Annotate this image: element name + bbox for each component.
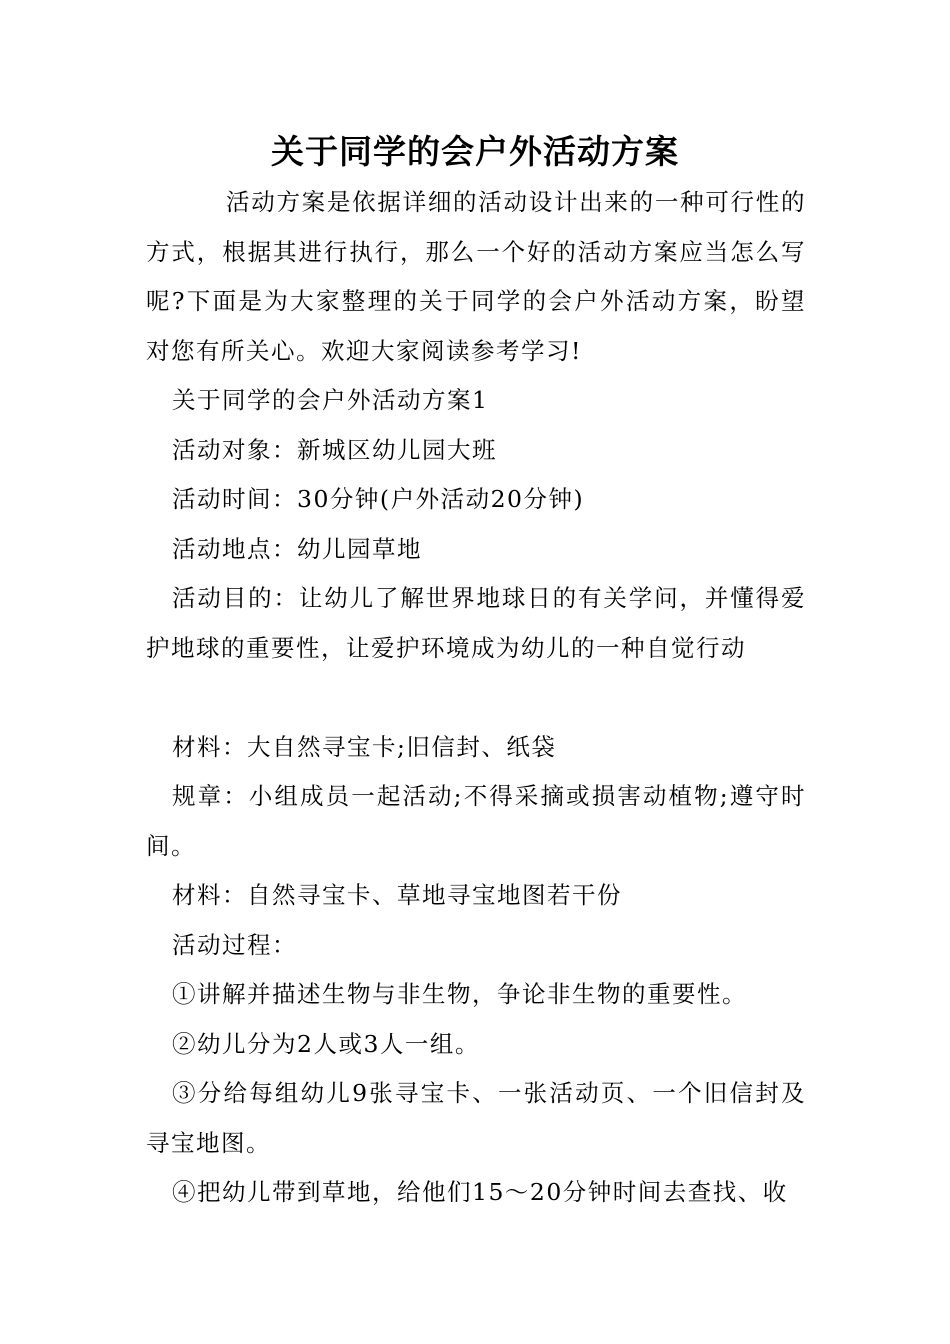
materials-paragraph: 材料：大自然寻宝卡;旧信封、纸袋 <box>172 732 557 761</box>
section-heading: 关于同学的会户外活动方案1 <box>172 386 489 414</box>
document-title: 关于同学的会户外活动方案 <box>271 132 679 171</box>
activity-target: 活动对象：新城区幼儿园大班 <box>172 435 497 464</box>
process-step-1: ①讲解并描述生物与非生物，争论非生物的重要性。 <box>172 980 747 1008</box>
process-step-2: ②幼儿分为2人或3人一组。 <box>172 1029 480 1058</box>
activity-purpose: 活动目的：让幼儿了解世界地球日的有关学问，并懂得爱护地球的重要性，让爱护环境成为幼儿的一种自觉行动 <box>146 584 806 662</box>
process-heading: 活动过程： <box>172 930 297 959</box>
activity-place: 活动地点：幼儿园草地 <box>172 534 422 563</box>
materials-paragraph-2: 材料：自然寻宝卡、草地寻宝地图若干份 <box>172 881 622 909</box>
rules-paragraph: 规章：小组成员一起活动;不得采摘或损害动植物;遵守时间。 <box>146 782 806 860</box>
activity-time: 活动时间：30分钟(户外活动20分钟) <box>172 485 585 513</box>
process-step-4: ④把幼儿带到草地，给他们15～20分钟时间去查找、收 <box>172 1178 788 1206</box>
document-body <box>146 178 806 1218</box>
process-step-3: ③分给每组幼儿9张寻宝卡、一张活动页、一个旧信封及寻宝地图。 <box>146 1079 806 1157</box>
intro-paragraph: 活动方案是依据详细的活动设计出来的一种可行性的方式，根据其进行执行，那么一个好的活动方案应当怎么写呢?下面是为大家整理的关于同学的会户外活动方案，盼望对您有所关心。欢迎大家阅读参考学习! <box>146 188 806 365</box>
paragraph-gap <box>146 673 806 723</box>
